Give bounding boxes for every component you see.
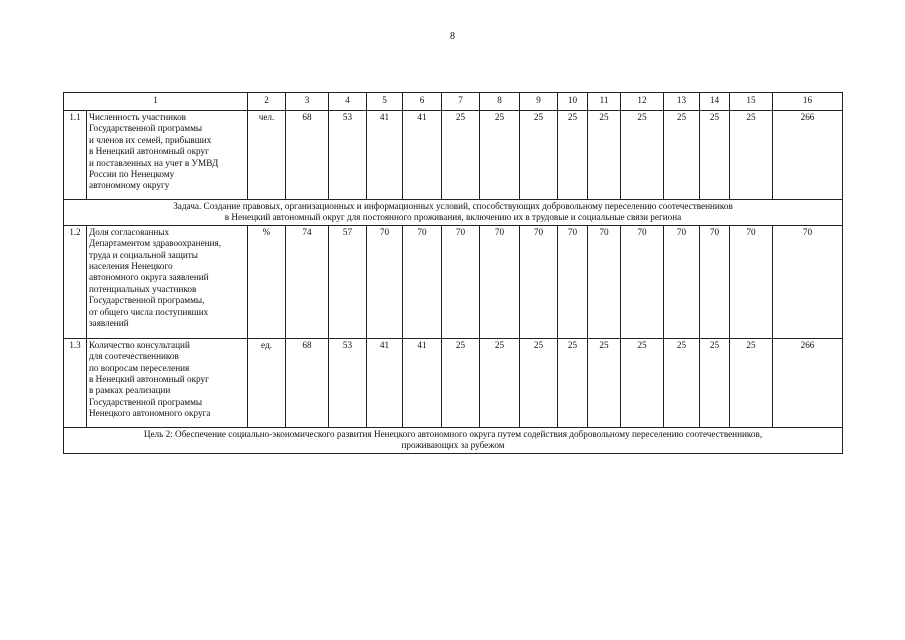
column-header: 6	[403, 93, 442, 111]
value-cell: 70	[520, 225, 558, 338]
value-cell: 25	[520, 338, 558, 427]
task-section-line: в Ненецкий автономный округ для постоянного проживания, включению их в трудовые и социальные связи региона	[224, 212, 682, 223]
value-cell: 25	[621, 111, 664, 200]
column-header: 1	[64, 93, 248, 111]
row-index: 1.1	[64, 111, 87, 200]
column-header: 13	[664, 93, 700, 111]
indicators-table	[63, 92, 843, 454]
value-cell: 25	[520, 111, 558, 200]
value-cell: 25	[558, 111, 588, 200]
indicator-name-line: Доля согласованных	[89, 226, 170, 237]
value-cell: 41	[403, 111, 442, 200]
indicator-name-line: заявлений	[89, 318, 129, 329]
value-cell: 25	[621, 338, 664, 427]
indicator-name-line: автономного округа заявлений	[89, 272, 209, 283]
value-cell: 70	[558, 225, 588, 338]
indicator-name-line: от общего числа поступивших	[89, 306, 209, 317]
column-header: 5	[367, 93, 403, 111]
value-cell: 25	[588, 111, 621, 200]
value-cell: 70	[480, 225, 520, 338]
table-row	[64, 225, 843, 338]
task-section-line: Задача. Создание правовых, организационных и информационных условий, способствующих добровольному переселению соотечественников	[173, 201, 733, 211]
value-cell: 41	[403, 338, 442, 427]
indicator-name-line: Количество консультаций	[89, 339, 190, 350]
indicator-name-line: Государственной программы,	[89, 295, 205, 306]
indicator-name-line: Государственной программы	[89, 396, 203, 407]
goal-section-line: Цель 2: Обеспечение социально-экономического развития Ненецкого автономного округа путем содействия добровольному переселению соотечественников,	[143, 428, 763, 439]
value-cell: 266	[773, 111, 843, 200]
task-section	[64, 200, 843, 226]
indicator-name	[87, 338, 248, 427]
indicator-name-line: и членов их семей, прибывших	[89, 134, 212, 145]
unit-cell: чел.	[248, 111, 286, 200]
value-cell: 70	[730, 225, 773, 338]
value-cell: 41	[367, 338, 403, 427]
value-cell: 25	[664, 338, 700, 427]
indicator-name	[87, 111, 248, 200]
value-cell: 25	[700, 338, 730, 427]
value-cell: 25	[664, 111, 700, 200]
indicator-name-line: населения Ненецкого	[89, 261, 173, 272]
column-header: 16	[773, 93, 843, 111]
indicator-name-line: в Ненецкий автономный округ	[89, 374, 209, 385]
unit-cell: %	[248, 225, 286, 338]
column-header: 11	[588, 93, 621, 111]
value-cell: 25	[730, 338, 773, 427]
goal-section-line: проживающих за рубежом	[401, 440, 505, 451]
indicator-name-line: Ненецкого автономного округа	[89, 408, 211, 419]
column-header: 4	[329, 93, 367, 111]
value-cell: 68	[286, 338, 329, 427]
indicator-name-line: Государственной программы	[89, 123, 203, 134]
indicator-name-line: труда и социальной защиты	[89, 249, 198, 260]
value-cell: 25	[588, 338, 621, 427]
row-index: 1.3	[64, 338, 87, 427]
value-cell: 70	[664, 225, 700, 338]
indicator-name-line: в Ненецкий автономный округ	[89, 146, 209, 157]
value-cell: 25	[442, 338, 480, 427]
indicator-name-line: Численность участников	[89, 112, 187, 122]
goal-section-row	[64, 427, 843, 453]
value-cell: 70	[700, 225, 730, 338]
value-cell: 25	[730, 111, 773, 200]
unit-cell: ед.	[248, 338, 286, 427]
table-row	[64, 111, 843, 200]
value-cell: 41	[367, 111, 403, 200]
indicator-name-line: автономному округу	[89, 180, 170, 191]
table-header-row	[64, 93, 843, 111]
value-cell: 266	[773, 338, 843, 427]
goal-section	[64, 427, 843, 453]
column-header: 9	[520, 93, 558, 111]
indicator-name	[87, 225, 248, 338]
task-section-row	[64, 200, 843, 226]
value-cell: 70	[588, 225, 621, 338]
indicator-name-line: России по Ненецкому	[89, 169, 175, 180]
column-header: 8	[480, 93, 520, 111]
value-cell: 70	[442, 225, 480, 338]
table-row	[64, 338, 843, 427]
indicator-name-line: и поставленных на учет в УМВД	[89, 157, 219, 168]
indicator-name-line: потенциальных участников	[89, 283, 197, 294]
value-cell: 57	[329, 225, 367, 338]
column-header: 12	[621, 93, 664, 111]
indicator-name-line: Департаментом здравоохранения,	[89, 238, 222, 249]
value-cell: 70	[403, 225, 442, 338]
column-header: 7	[442, 93, 480, 111]
column-header: 2	[248, 93, 286, 111]
value-cell: 25	[700, 111, 730, 200]
value-cell: 53	[329, 338, 367, 427]
indicator-name-line: в рамках реализации	[89, 385, 171, 396]
value-cell: 25	[480, 111, 520, 200]
value-cell: 70	[621, 225, 664, 338]
column-header: 3	[286, 93, 329, 111]
column-header: 14	[700, 93, 730, 111]
value-cell: 68	[286, 111, 329, 200]
page-number: 8	[450, 31, 455, 42]
indicator-name-line: по вопросам переселения	[89, 362, 190, 373]
column-header: 10	[558, 93, 588, 111]
column-header: 15	[730, 93, 773, 111]
value-cell: 25	[558, 338, 588, 427]
indicator-name-line: для соотечественников	[89, 351, 179, 362]
value-cell: 70	[367, 225, 403, 338]
row-index: 1.2	[64, 225, 87, 338]
value-cell: 25	[480, 338, 520, 427]
value-cell: 25	[442, 111, 480, 200]
value-cell: 70	[773, 225, 843, 338]
value-cell: 53	[329, 111, 367, 200]
value-cell: 74	[286, 225, 329, 338]
